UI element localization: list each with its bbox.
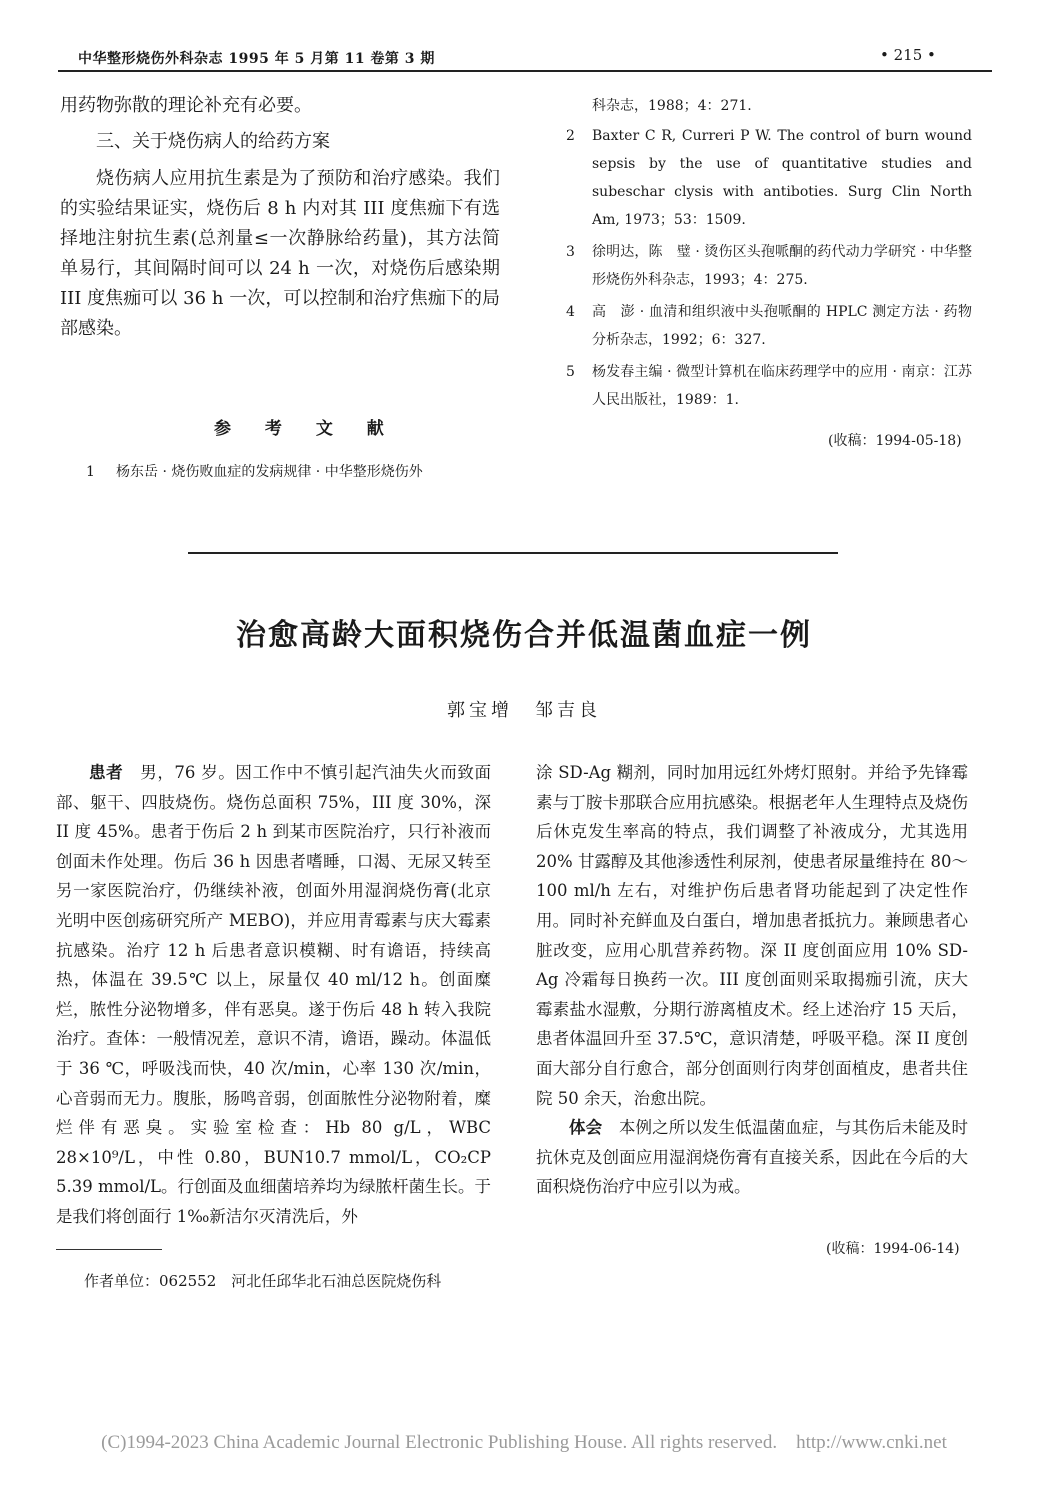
footnote-rule bbox=[56, 1249, 162, 1250]
references-right-column bbox=[566, 92, 972, 414]
reference-item bbox=[566, 238, 972, 294]
reference-item bbox=[566, 358, 972, 414]
article-right-column bbox=[536, 758, 968, 1202]
reference-number: 4 bbox=[566, 304, 575, 320]
header-rule bbox=[58, 70, 992, 72]
copyright-footer: (C)1994-2023 China Academic Journal Electronic Publishing House. All rights reserved. http://www.cnki.net bbox=[101, 1432, 947, 1453]
reference-number: 2 bbox=[566, 128, 575, 144]
author-affiliation: 作者单位：062552 河北任邱华北石油总医院烧伤科 bbox=[84, 1272, 442, 1290]
article-title: 治愈高龄大面积烧伤合并低温菌血症一例 bbox=[236, 618, 812, 653]
reference-text: 徐明达，陈 璧 · 烫伤区头孢哌酮的药代动力学研究 · 中华整形烧伤外科杂志，1993；4：275. bbox=[592, 244, 972, 288]
discussion-keyword: 体会 bbox=[569, 1118, 603, 1138]
discussion-paragraph bbox=[536, 1113, 968, 1202]
case-text: 男，76 岁。因工作中不慎引起汽油失火而致面部、躯干、四肢烧伤。烧伤总面积 75%，III 度 30%，深 II 度 45%。患者于伤后 2 h 到某市医院治疗，只行补液而创面未作处理。伤后 36 h 因患者嗜睡，口渴、无尿又转至另一家医院治疗，仍继续补液，创面外用湿润烧伤膏(北京光明中医创疡研究所产 MEBO)，并应用青霉素与庆大霉素抗感染。治疗 12 h 后患者意识模糊、时有谵语，持续高热，体温在 39.5℃ 以上，尿量仅 40 ml/12 h。创面糜烂，脓性分泌物增多，伴有恶臭。遂于伤后 48 h 转入我院治疗。查体：一般情况差，意识不清，谵语，躁动。体温低于 36 ℃，呼吸浅而快，40 次/min，心率 130 次/min，心音弱而无力。腹胀，肠鸣音弱，创面脓性分泌物附着，糜烂伴有恶臭。实验室检查：Hb 80 g/L，WBC 28×10⁹/L，中性 0.80，BUN10.7 mmol/L，CO₂CP 5.39 mmol/L。行创面及血细菌培养均为绿脓杆菌生长。于是我们将创面行 1‰新洁尔灭清洗后，外 bbox=[56, 763, 492, 1226]
reference-text: Baxter C R, Curreri P W. The control of burn wound sepsis by the use of quantitative studies and subeschar clysis with antiboties. Surg Clin North Am, 1973；53：1509. bbox=[592, 128, 972, 228]
reference-continuation: 科杂志，1988；4：271. bbox=[592, 98, 752, 114]
received-date: (收稿：1994-06-14) bbox=[826, 1241, 960, 1257]
reference-text: 杨东岳 · 烧伤败血症的发病规律 · 中华整形烧伤外 bbox=[116, 464, 423, 480]
prev-article-left-column bbox=[60, 92, 500, 344]
prev-paragraph-1: 用药物弥散的理论补充有必要。 bbox=[60, 95, 312, 116]
reference-item bbox=[566, 298, 972, 354]
received-date: (收稿：1994-05-18) bbox=[828, 433, 962, 449]
case-keyword: 患者 bbox=[89, 763, 124, 782]
reference-number: 1 bbox=[86, 464, 95, 480]
references-heading: 参 考 文 献 bbox=[214, 419, 398, 439]
reference-number: 5 bbox=[566, 364, 575, 380]
prev-paragraph-2: 烧伤病人应用抗生素是为了预防和治疗感染。我们的实验结果证实，烧伤后 8 h 内对其 III 度焦痂下有选择地注射抗生素(总剂量≤一次静脉给药量)，其方法简单易行，其间隔时间可以 24 h 一次，对烧伤后感染期 III 度焦痂可以 36 h 一次，可以控制和治疗焦痂下的局部感染。 bbox=[60, 168, 500, 339]
article-authors: 郭宝增 邹吉良 bbox=[447, 700, 601, 721]
reference-item bbox=[566, 122, 972, 234]
reference-text: 高 澎 · 血清和组织液中头孢哌酮的 HPLC 测定方法 · 药物分析杂志，1992；6：327. bbox=[592, 304, 972, 348]
reference-text: 杨发春主编 · 微型计算机在临床药理学中的应用 · 南京：江苏人民出版社，1989：1. bbox=[592, 364, 972, 408]
reference-number: 3 bbox=[566, 244, 575, 260]
article-left-column bbox=[56, 758, 491, 1232]
treatment-paragraph: 涂 SD-Ag 糊剂，同时加用远红外烤灯照射。并给予先锋霉素与丁胺卡那联合应用抗感染。根据老年人生理特点及烧伤后休克发生率高的特点，我们调整了补液成分，尤其选用 20% 甘露醇及其他渗透性利尿剂，使患者尿量维持在 80～100 ml/h 左右，对维护伤后患者肾功能起到了决定性作用。同时补充鲜血及白蛋白，增加患者抵抗力。兼顾患者心脏改变，应用心肌营养药物。深 II 度创面应用 10% SD-Ag 冷霜每日换药一次。III 度创面则采取揭痂引流，庆大霉素盐水湿敷，分期行游离植皮术。经上述治疗 15 天后，患者体温回升至 37.5℃，意识清楚，呼吸平稳。深 II 度创面大部分自行愈合，部分创面则行肉芽创面植皮，患者共住院 50 余天，治愈出院。 bbox=[536, 763, 968, 1108]
discussion-text: 本例之所以发生低温菌血症，与其伤后未能及时抗休克及创面应用湿润烧伤膏有直接关系，因此在今后的大面积烧伤治疗中应引以为戒。 bbox=[536, 1118, 969, 1197]
page-number: • 215 • bbox=[880, 46, 936, 64]
reference-item bbox=[86, 458, 506, 486]
article-separator bbox=[188, 552, 838, 554]
prev-section-heading: 三、关于烧伤病人的给药方案 bbox=[96, 131, 330, 152]
case-paragraph bbox=[56, 758, 491, 1232]
journal-header: 中华整形烧伤外科杂志 1995 年 5 月第 11 卷第 3 期 bbox=[78, 51, 435, 67]
